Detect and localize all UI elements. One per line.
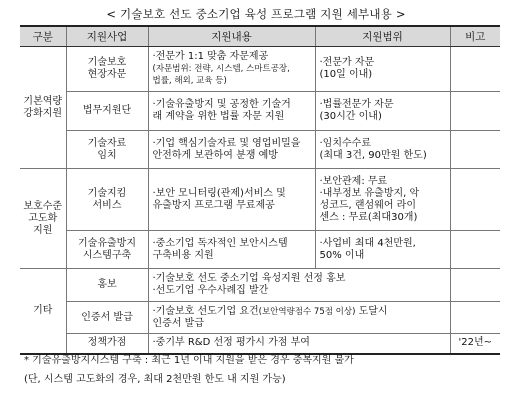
content-main: ·전문가 1:1 맞춤 자문제공: [152, 51, 269, 62]
content-cell: ·보안 모니터링(관제)서비스 및 유출방지 프로그램 무료제공: [148, 169, 315, 231]
note-cell: [450, 269, 500, 302]
header-scope: 지원범위: [315, 26, 450, 47]
table-row: [20, 92, 500, 131]
scope-cell: ·법률전문가 자문 (30시간 이내): [315, 92, 450, 131]
page-title: < 기술보호 선도 중소기업 육성 프로그램 지원 세부내용 >: [106, 7, 406, 21]
scope-cell: ·전문가 자문 (10일 이내): [315, 47, 450, 92]
program-cell: 기술자료 임치: [66, 131, 148, 169]
group-cell: 기타: [20, 269, 66, 354]
content-cell: [148, 47, 315, 92]
program-cell: 기술유출방지 시스템구축: [66, 231, 148, 269]
header-note: 비고: [450, 26, 500, 47]
note-cell: [450, 302, 500, 334]
table-row: [20, 269, 500, 302]
note-cell: [450, 231, 500, 269]
footnote: * 기술유출방지시스템 구축 : 최근 1년 이내 지원을 받은 경우 중복지원 불가: [24, 355, 354, 366]
table-row: [20, 169, 500, 231]
content-cell: ·기술유출방지 및 공정한 기술거 래 계약을 위한 법률 자문 지원: [148, 92, 315, 131]
scope-cell: ·보안관제: 무료 ·내부정보 유출방지, 악 성코드, 랜섬웨어 라이 센스 : 무료(최대30개): [315, 169, 450, 231]
note-cell: [450, 92, 500, 131]
footnote: (단, 시스템 고도화의 경우, 최대 2천만원 한도 내 지원 가능): [24, 374, 286, 385]
content-main: ·기술보호 선도기업 요건: [152, 305, 259, 317]
program-cell: 인증서 발급: [66, 302, 148, 334]
content-small: (자문범위: 전략, 시스템, 스마트공장, 법률, 해외, 교육 등): [152, 64, 290, 86]
content-small: (보안역량점수 75점 이상): [258, 306, 356, 317]
note-cell: [450, 47, 500, 92]
note-cell: [450, 131, 500, 169]
note-cell: '22년~: [450, 334, 500, 354]
content-cell: [148, 302, 450, 334]
table-row: [20, 231, 500, 269]
content-cell: ·기업 핵심기술자료 및 영업비밀을 안전하게 보관하여 분쟁 예방: [148, 131, 315, 169]
scope-cell: ·임치수수료 (최대 3건, 90만원 한도): [315, 131, 450, 169]
program-cell: 홍보: [66, 269, 148, 302]
footnotes: [24, 351, 354, 389]
program-cell: 정책가점: [66, 334, 148, 354]
header-category: 구분: [20, 26, 66, 47]
program-cell: 법무지원단: [66, 92, 148, 131]
group-cell: 보호수준 고도화 지원: [20, 169, 66, 269]
note-cell: [450, 169, 500, 231]
header-content: 지원내용: [148, 26, 315, 47]
program-cell: 기술지킴 서비스: [66, 169, 148, 231]
content-tail: 도달시 인증서 발급: [152, 305, 388, 329]
scope-cell: ·사업비 최대 4천만원, 50% 이내: [315, 231, 450, 269]
content-cell: ·중소기업 독자적인 보안시스템 구축비용 지원: [148, 231, 315, 269]
table-header-row: [20, 26, 500, 47]
group-cell: 기본역량 강화지원: [20, 47, 66, 169]
content-cell: ·중기부 R&D 선정 평가시 가점 부여: [148, 334, 450, 354]
table-row: [20, 131, 500, 169]
table-row: [20, 47, 500, 92]
table-row: [20, 302, 500, 334]
support-table: [20, 25, 500, 355]
content-cell: ·기술보호 선도 중소기업 육성지원 선정 홍보 ·선도기업 우수사례집 발간: [148, 269, 450, 302]
program-cell: 기술보호 현장자문: [66, 47, 148, 92]
header-program: 지원사업: [66, 26, 148, 47]
